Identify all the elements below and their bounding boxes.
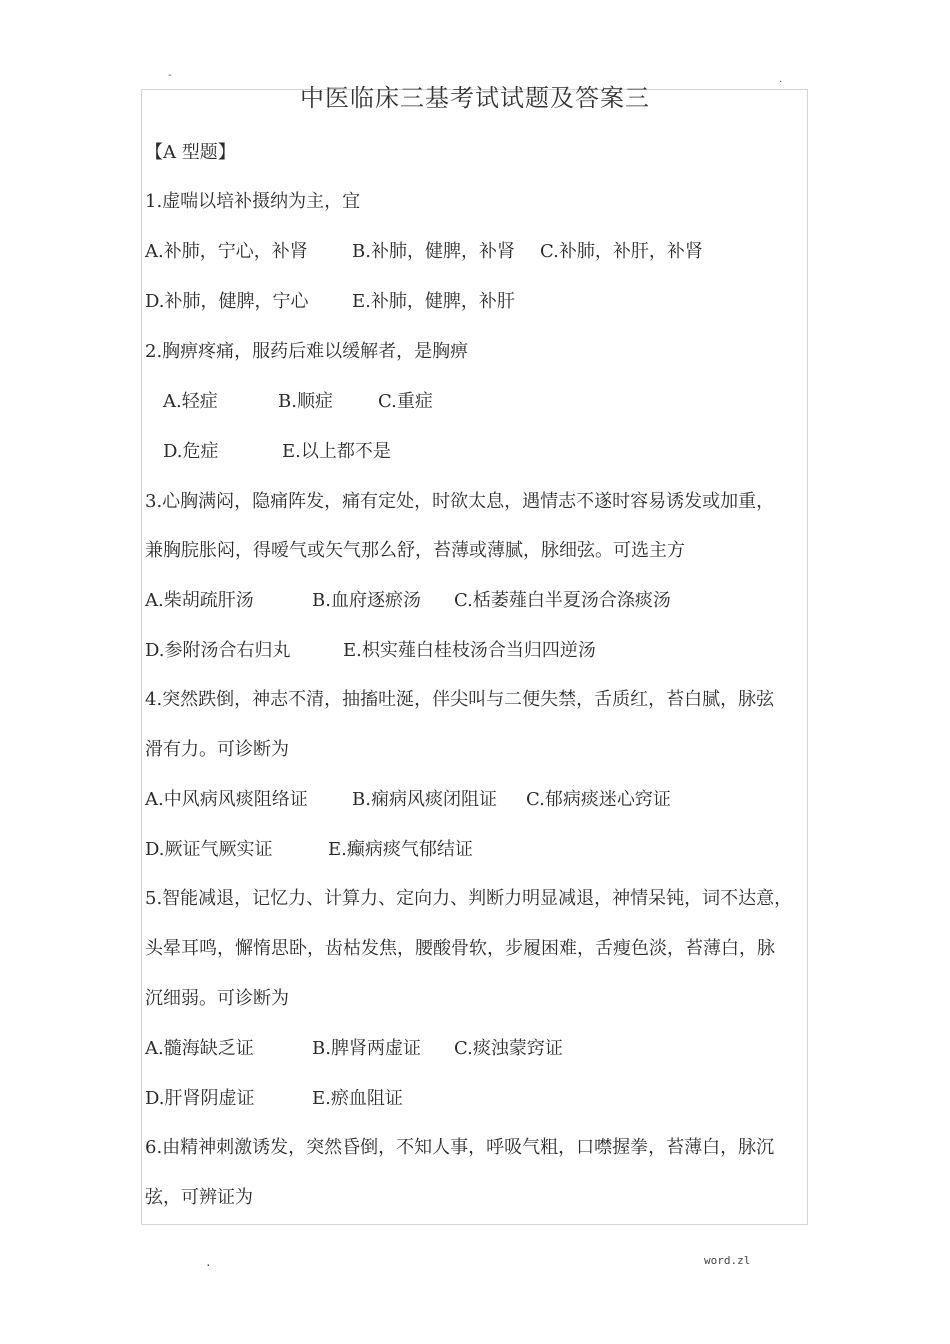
question-5-option-a: A.髓海缺乏证 [145,1038,254,1059]
footer-left-mark: . [205,1256,212,1269]
question-3-option-d: D.参附汤合右归丸 [145,640,291,661]
question-6-stem-line-1: 6.由精神刺激诱发，突然昏倒，不知人事，呼吸气粗，口噤握拳，苔薄白，脉沉 [145,1137,775,1158]
question-5-option-b: B.脾肾两虚证 [312,1038,421,1059]
question-2-option-d: D.危症 [163,441,219,462]
question-1-option-b: B.补肺，健脾，补肾 [352,241,515,262]
question-4-stem-line-2: 滑有力。可诊断为 [145,739,289,760]
question-5-stem-line-1: 5.智能减退，记忆力、计算力、定向力、判断力明显减退，神情呆钝，词不达意， [145,888,793,909]
question-4-option-a: A.中风病风痰阻络证 [145,789,308,810]
question-3-option-a: A.柴胡疏肝汤 [145,590,254,611]
question-4-option-e: E.癫病痰气郁结证 [328,839,473,860]
question-5-stem-line-3: 沉细弱。可诊断为 [145,988,289,1009]
question-2-option-b: B.顺症 [278,391,333,412]
question-2-option-e: E.以上都不是 [282,441,391,462]
question-5-option-e: E.瘀血阻证 [312,1088,403,1109]
question-6-stem-line-2: 弦，可辨证为 [145,1187,253,1208]
question-2-option-c: C.重症 [378,391,433,412]
section-heading: 【A 型题】 [145,142,236,163]
question-1-option-d: D.补肺，健脾，宁心 [145,291,309,312]
question-1-option-c: C.补肺，补肝，补肾 [540,241,703,262]
header-right-mark: . [779,74,783,85]
question-4-option-b: B.痫病风痰闭阻证 [352,789,497,810]
header-left-mark: - [168,70,172,81]
question-4-option-c: C.郁病痰迷心窍证 [526,789,671,810]
footer-source-label: word.zl [704,1254,751,1267]
question-1-option-e: E.补肺，健脾，补肝 [352,291,515,312]
question-5-stem-line-2: 头晕耳鸣，懈惰思卧，齿枯发焦，腰酸骨软，步履困难，舌瘦色淡，苔薄白，脉 [145,938,775,959]
question-1-stem: 1.虚喘以培补摄纳为主，宜 [145,191,361,212]
question-3-stem-line-2: 兼胸脘胀闷，得嗳气或矢气那么舒，苔薄或薄腻，脉细弦。可选主方 [145,540,685,561]
question-2-stem: 2.胸痹疼痛，服药后难以缓解者，是胸痹 [145,341,469,362]
question-4-option-d: D.厥证气厥实证 [145,839,273,860]
question-1-option-a: A.补肺，宁心，补肾 [145,241,308,262]
question-5-option-d: D.肝肾阴虚证 [145,1088,255,1109]
question-5-option-c: C.痰浊蒙窍证 [454,1038,563,1059]
question-2-option-a: A.轻症 [163,391,218,412]
question-3-option-e: E.枳实薤白桂枝汤合当归四逆汤 [343,640,596,661]
question-3-option-b: B.血府逐瘀汤 [312,590,421,611]
question-3-option-c: C.栝萎薤白半夏汤合涤痰汤 [454,590,671,611]
page-title: 中医临床三基考试试题及答案三 [300,84,650,112]
question-3-stem-line-1: 3.心胸满闷，隐痛阵发，痛有定处，时欲太息，遇情志不遂时容易诱发或加重， [145,491,775,512]
question-4-stem-line-1: 4.突然跌倒，神志不清，抽搐吐涎，伴尖叫与二便失禁，舌质红，苔白腻，脉弦 [145,689,775,710]
